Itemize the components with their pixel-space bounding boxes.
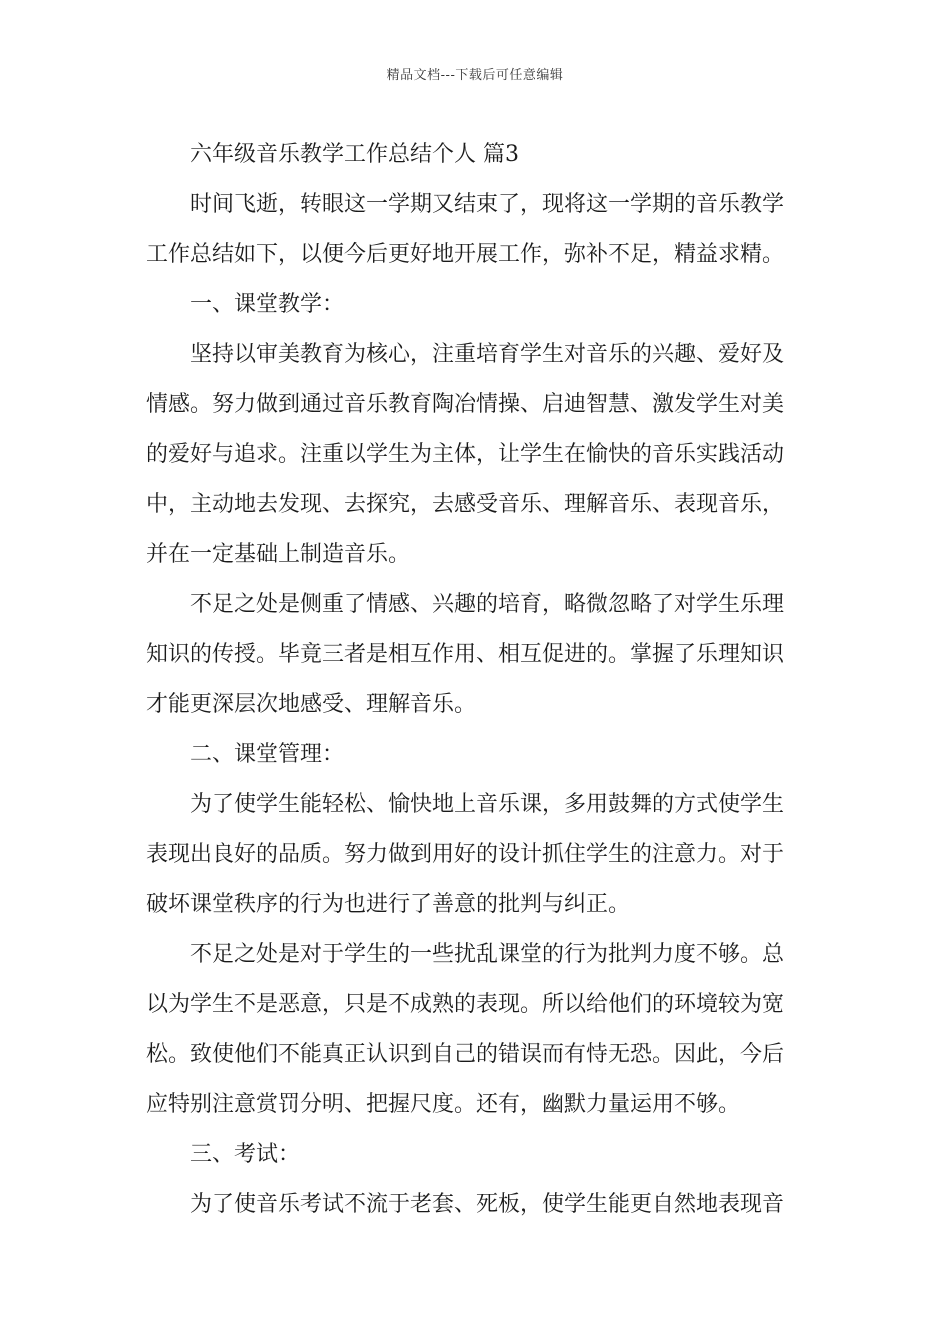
text-line: 时间飞逝，转眼这一学期又结束了，现将这一学期的音乐教学: [190, 192, 785, 217]
text-line: 以为学生不是恶意，只是不成熟的表现。所以给他们的环境较为宽: [146, 992, 785, 1017]
text-line: 不足之处是对于学生的一些扰乱课堂的行为批判力度不够。总: [190, 942, 785, 967]
page-header: 精品文档---下载后可任意编辑: [386, 68, 564, 83]
text-line: 才能更深层次地感受、理解音乐。: [146, 692, 477, 717]
text-line: 松。致使他们不能真正认识到自己的错误而有恃无恐。因此，今后: [146, 1042, 785, 1067]
document-title: 六年级音乐教学工作总结个人 篇3: [190, 142, 519, 167]
text-line: 为了使学生能轻松、愉快地上音乐课，多用鼓舞的方式使学生: [190, 792, 785, 817]
section-heading: 二、课堂管理：: [190, 742, 345, 767]
text-line: 应特别注意赏罚分明、把握尺度。还有，幽默力量运用不够。: [146, 1092, 741, 1117]
text-line: 坚持以审美教育为核心，注重培育学生对音乐的兴趣、爱好及: [190, 342, 785, 367]
text-line: 知识的传授。毕竟三者是相互作用、相互促进的。掌握了乐理知识: [146, 642, 785, 667]
text-line: 的爱好与追求。注重以学生为主体，让学生在愉快的音乐实践活动: [146, 442, 785, 467]
text-line: 不足之处是侧重了情感、兴趣的培育，略微忽略了对学生乐理: [190, 592, 785, 617]
text-line: 为了使音乐考试不流于老套、死板，使学生能更自然地表现音: [190, 1192, 785, 1217]
text-line: 情感。努力做到通过音乐教育陶冶情操、启迪智慧、激发学生对美: [146, 392, 785, 417]
document-body: [146, 130, 810, 1230]
section-heading: 三、考试：: [190, 1142, 301, 1167]
text-line: 表现出良好的品质。努力做到用好的设计抓住学生的注意力。对于: [146, 842, 785, 867]
text-line: 破坏课堂秩序的行为也进行了善意的批判与纠正。: [146, 892, 631, 917]
text-line: 并在一定基础上制造音乐。: [146, 542, 411, 567]
text-line: 中，主动地去发现、去探究，去感受音乐、理解音乐、表现音乐，: [146, 492, 785, 517]
section-heading: 一、课堂教学：: [190, 292, 345, 317]
text-line: 工作总结如下，以便今后更好地开展工作，弥补不足，精益求精。: [146, 242, 785, 267]
